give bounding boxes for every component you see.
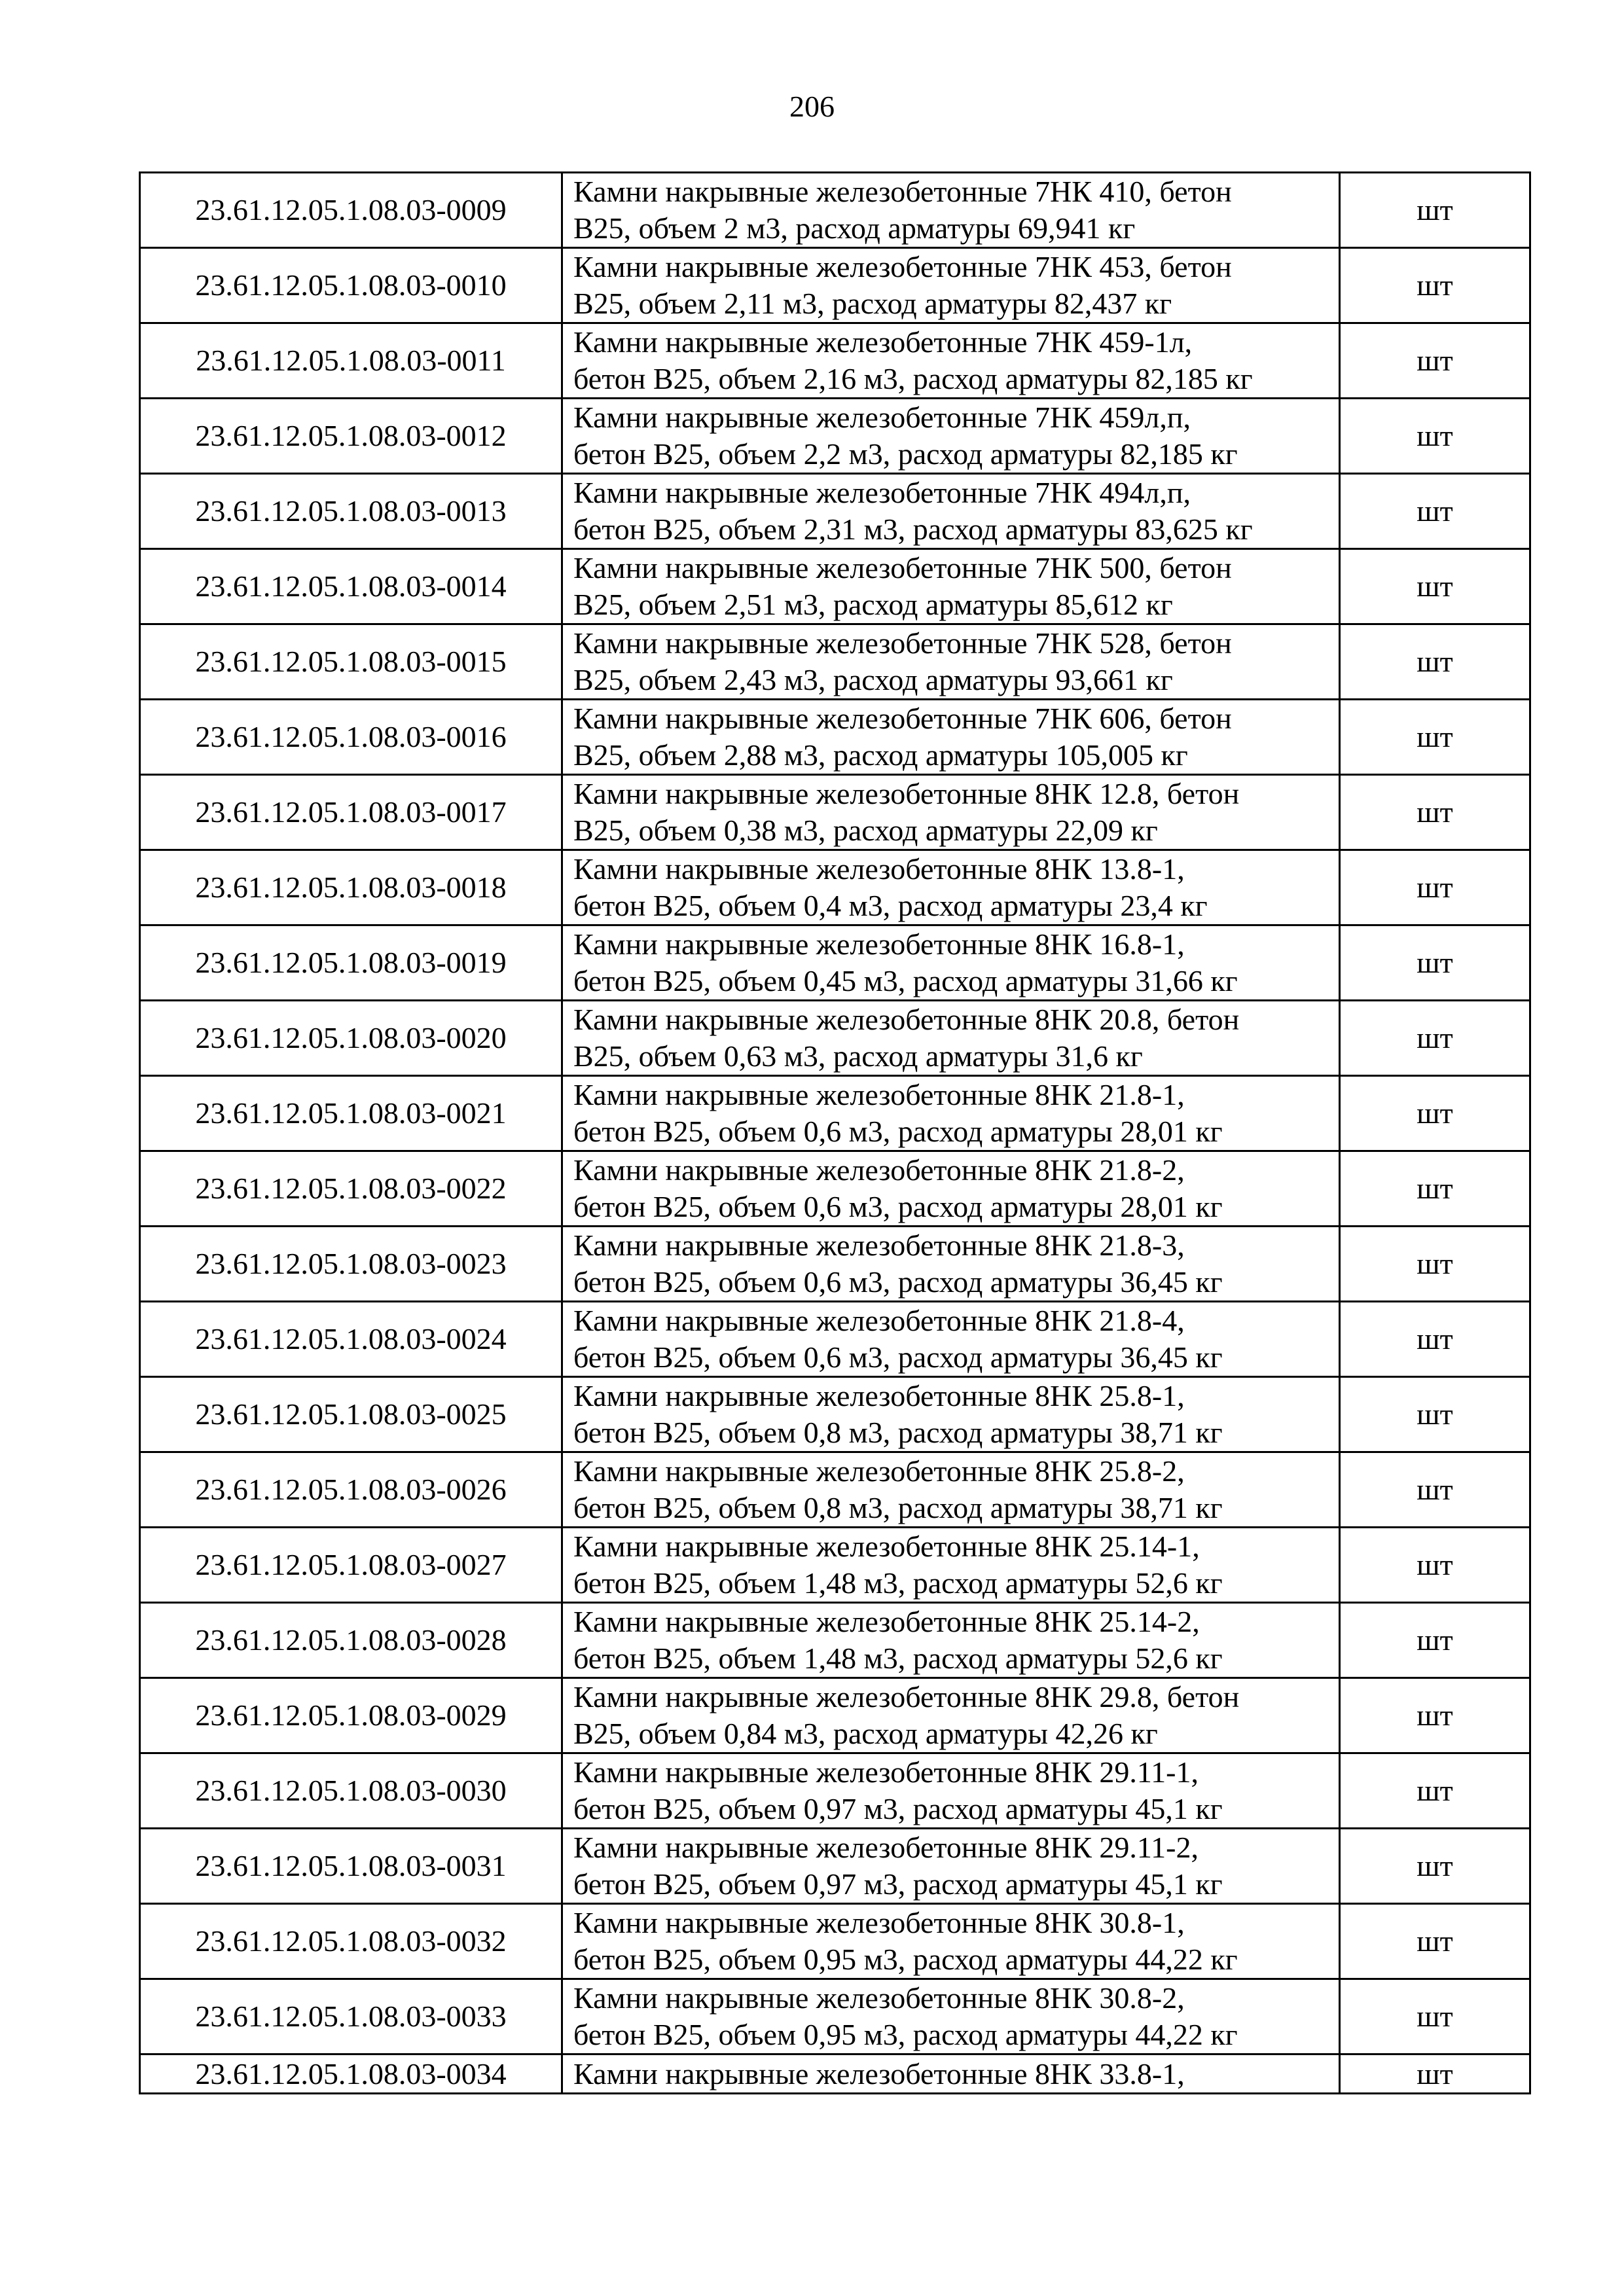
item-name-cell [562,323,1340,399]
table-row [140,173,1530,248]
table-row [140,474,1530,549]
table-row [140,1227,1530,1302]
item-name-cell [562,1001,1340,1076]
item-code-cell: 23.61.12.05.1.08.03-0009 [140,173,562,248]
item-name-line: Камни накрывные железобетонные 8НК 21.8-4, [573,1304,1185,1337]
item-name-line: бетон В25, объем 1,48 м3, расход арматуры 52,6 кг [573,1641,1223,1675]
item-name-cell [562,1904,1340,1979]
item-unit-cell: шт [1340,474,1530,549]
table-row [140,323,1530,399]
item-code-cell: 23.61.12.05.1.08.03-0024 [140,1302,562,1377]
table-row [140,925,1530,1001]
item-code-cell: 23.61.12.05.1.08.03-0021 [140,1076,562,1151]
item-code-cell: 23.61.12.05.1.08.03-0010 [140,248,562,323]
item-name-cell [562,1076,1340,1151]
item-code-cell: 23.61.12.05.1.08.03-0029 [140,1678,562,1753]
item-name-cell [562,1979,1340,2054]
item-code-cell: 23.61.12.05.1.08.03-0032 [140,1904,562,1979]
item-name-line: Камни накрывные железобетонные 7НК 494л,п, [573,476,1191,509]
item-name-line: бетон В25, объем 2,31 м3, расход арматуры 83,625 кг [573,512,1253,546]
item-name-cell [562,173,1340,248]
item-name-line: В25, объем 0,63 м3, расход арматуры 31,6 кг [573,1039,1143,1073]
item-code-cell: 23.61.12.05.1.08.03-0030 [140,1753,562,1829]
table-row [140,2054,1530,2094]
item-name-line: Камни накрывные железобетонные 7НК 500, бетон [573,551,1232,584]
materials-table [139,171,1531,2094]
item-code-cell: 23.61.12.05.1.08.03-0017 [140,775,562,850]
item-name-cell [562,1528,1340,1603]
item-unit-cell: шт [1340,1452,1530,1528]
item-name-cell [562,1151,1340,1227]
item-unit-cell: шт [1340,1151,1530,1227]
item-name-cell [562,624,1340,700]
item-name-line: В25, объем 2,43 м3, расход арматуры 93,661 кг [573,663,1173,696]
item-unit-cell: шт [1340,1076,1530,1151]
item-name-cell [562,1753,1340,1829]
item-name-line: В25, объем 2 м3, расход арматуры 69,941 кг [573,211,1136,245]
table-row [140,624,1530,700]
item-code-cell: 23.61.12.05.1.08.03-0031 [140,1829,562,1904]
item-name-line: Камни накрывные железобетонные 8НК 30.8-1, [573,1906,1185,1939]
item-name-line: бетон В25, объем 0,8 м3, расход арматуры 38,71 кг [573,1416,1223,1449]
item-unit-cell: шт [1340,173,1530,248]
item-code-cell: 23.61.12.05.1.08.03-0027 [140,1528,562,1603]
item-name-cell [562,775,1340,850]
item-name-line: Камни накрывные железобетонные 7НК 459л,п, [573,401,1191,434]
item-name-cell [562,925,1340,1001]
item-code-cell: 23.61.12.05.1.08.03-0028 [140,1603,562,1678]
item-name-line: Камни накрывные железобетонные 8НК 21.8-1, [573,1078,1185,1111]
item-name-line: Камни накрывные железобетонные 8НК 29.11-1, [573,1755,1199,1789]
item-name-line: бетон В25, объем 0,6 м3, расход арматуры 28,01 кг [573,1190,1223,1223]
item-name-cell [562,549,1340,624]
item-unit-cell: шт [1340,925,1530,1001]
item-name-line: бетон В25, объем 0,4 м3, расход арматуры 23,4 кг [573,889,1208,922]
item-name-line: Камни накрывные железобетонные 7НК 606, бетон [573,702,1232,735]
table-row [140,1678,1530,1753]
table-row [140,1979,1530,2054]
item-name-line: Камни накрывные железобетонные 7НК 459-1л, [573,325,1193,359]
item-name-line: бетон В25, объем 0,6 м3, расход арматуры 36,45 кг [573,1265,1223,1299]
item-name-cell [562,2054,1340,2094]
item-unit-cell: шт [1340,1302,1530,1377]
item-code-cell: 23.61.12.05.1.08.03-0034 [140,2054,562,2094]
item-name-line: Камни накрывные железобетонные 7НК 528, бетон [573,626,1232,660]
item-name-cell [562,399,1340,474]
item-code-cell: 23.61.12.05.1.08.03-0015 [140,624,562,700]
table-row [140,1302,1530,1377]
item-code-cell: 23.61.12.05.1.08.03-0018 [140,850,562,925]
item-name-line: бетон В25, объем 0,45 м3, расход арматуры 31,66 кг [573,964,1238,997]
item-name-line: бетон В25, объем 0,6 м3, расход арматуры 36,45 кг [573,1340,1223,1374]
item-name-line: Камни накрывные железобетонные 8НК 25.8-1, [573,1379,1185,1412]
item-name-line: бетон В25, объем 2,2 м3, расход арматуры 82,185 кг [573,437,1238,471]
item-unit-cell: шт [1340,1528,1530,1603]
table-row [140,1452,1530,1528]
item-name-line: Камни накрывные железобетонные 8НК 29.11-2, [573,1831,1199,1864]
item-name-line: бетон В25, объем 1,48 м3, расход арматуры 52,6 кг [573,1566,1223,1600]
item-unit-cell: шт [1340,248,1530,323]
item-unit-cell: шт [1340,624,1530,700]
item-name-cell [562,1829,1340,1904]
item-name-line: Камни накрывные железобетонные 7НК 453, бетон [573,250,1232,283]
item-name-line: Камни накрывные железобетонные 7НК 410, бетон [573,175,1232,208]
item-code-cell: 23.61.12.05.1.08.03-0026 [140,1452,562,1528]
item-name-cell [562,248,1340,323]
item-unit-cell: шт [1340,1979,1530,2054]
item-name-cell [562,1377,1340,1452]
item-unit-cell: шт [1340,399,1530,474]
table-row [140,1151,1530,1227]
table-row [140,1528,1530,1603]
item-name-cell [562,1452,1340,1528]
item-name-line: Камни накрывные железобетонные 8НК 13.8-1, [573,852,1185,886]
item-name-line: Камни накрывные железобетонные 8НК 29.8, бетон [573,1680,1240,1713]
table-row [140,1001,1530,1076]
table-row [140,1377,1530,1452]
item-unit-cell: шт [1340,1829,1530,1904]
item-name-line: бетон В25, объем 0,95 м3, расход арматуры 44,22 кг [573,1943,1238,1976]
table-row [140,775,1530,850]
item-unit-cell: шт [1340,1001,1530,1076]
item-name-line: Камни накрывные железобетонные 8НК 21.8-2, [573,1153,1185,1187]
item-name-line: Камни накрывные железобетонные 8НК 25.8-2, [573,1454,1185,1488]
item-name-line: Камни накрывные железобетонные 8НК 16.8-1, [573,927,1185,961]
item-name-cell [562,1603,1340,1678]
item-code-cell: 23.61.12.05.1.08.03-0012 [140,399,562,474]
table-body [140,173,1530,2094]
item-code-cell: 23.61.12.05.1.08.03-0033 [140,1979,562,2054]
item-name-line: бетон В25, объем 0,97 м3, расход арматуры 45,1 кг [573,1867,1223,1901]
table-row [140,1904,1530,1979]
item-name-cell [562,700,1340,775]
item-code-cell: 23.61.12.05.1.08.03-0019 [140,925,562,1001]
item-code-cell: 23.61.12.05.1.08.03-0020 [140,1001,562,1076]
item-name-line: Камни накрывные железобетонные 8НК 21.8-3, [573,1229,1185,1262]
item-code-cell: 23.61.12.05.1.08.03-0025 [140,1377,562,1452]
item-name-line: бетон В25, объем 0,8 м3, расход арматуры 38,71 кг [573,1491,1223,1524]
item-name-line: Камни накрывные железобетонные 8НК 25.14-1, [573,1530,1200,1563]
item-name-line: Камни накрывные железобетонные 8НК 20.8, бетон [573,1003,1240,1036]
item-unit-cell: шт [1340,700,1530,775]
item-name-line: В25, объем 2,11 м3, расход арматуры 82,437 кг [573,287,1172,320]
item-name-cell [562,850,1340,925]
item-name-line: Камни накрывные железобетонные 8НК 30.8-2, [573,1981,1185,2015]
item-unit-cell: шт [1340,1904,1530,1979]
item-name-line: Камни накрывные железобетонные 8НК 33.8-1, [573,2056,1185,2090]
item-name-cell [562,474,1340,549]
item-name-cell [562,1302,1340,1377]
item-name-line: бетон В25, объем 0,95 м3, расход арматуры 44,22 кг [573,2018,1238,2051]
item-code-cell: 23.61.12.05.1.08.03-0014 [140,549,562,624]
item-unit-cell: шт [1340,1678,1530,1753]
item-name-line: В25, объем 2,51 м3, расход арматуры 85,612 кг [573,588,1173,621]
table-row [140,1076,1530,1151]
table-row [140,1829,1530,1904]
table-row [140,700,1530,775]
table-row [140,1753,1530,1829]
table-row [140,850,1530,925]
item-code-cell: 23.61.12.05.1.08.03-0011 [140,323,562,399]
item-name-line: В25, объем 0,38 м3, расход арматуры 22,09 кг [573,814,1158,847]
item-code-cell: 23.61.12.05.1.08.03-0016 [140,700,562,775]
item-unit-cell: шт [1340,850,1530,925]
item-unit-cell: шт [1340,1753,1530,1829]
page-number: 206 [789,90,835,123]
item-unit-cell: шт [1340,549,1530,624]
item-name-line: В25, объем 2,88 м3, расход арматуры 105,005 кг [573,738,1188,772]
item-unit-cell: шт [1340,1377,1530,1452]
item-unit-cell: шт [1340,1227,1530,1302]
item-code-cell: 23.61.12.05.1.08.03-0023 [140,1227,562,1302]
item-unit-cell: шт [1340,775,1530,850]
item-name-line: Камни накрывные железобетонные 8НК 12.8, бетон [573,777,1240,810]
table-row [140,399,1530,474]
table-row [140,549,1530,624]
item-unit-cell: шт [1340,1603,1530,1678]
item-name-line: бетон В25, объем 2,16 м3, расход арматуры 82,185 кг [573,362,1253,395]
table-row [140,248,1530,323]
table-row [140,1603,1530,1678]
item-unit-cell: шт [1340,323,1530,399]
item-code-cell: 23.61.12.05.1.08.03-0013 [140,474,562,549]
item-unit-cell: шт [1340,2054,1530,2094]
item-name-line: В25, объем 0,84 м3, расход арматуры 42,26 кг [573,1717,1158,1750]
item-name-cell [562,1678,1340,1753]
item-name-line: бетон В25, объем 0,97 м3, расход арматуры 45,1 кг [573,1792,1223,1825]
item-name-line: бетон В25, объем 0,6 м3, расход арматуры 28,01 кг [573,1115,1223,1148]
item-name-line: Камни накрывные железобетонные 8НК 25.14-2, [573,1605,1200,1638]
item-code-cell: 23.61.12.05.1.08.03-0022 [140,1151,562,1227]
item-name-cell [562,1227,1340,1302]
